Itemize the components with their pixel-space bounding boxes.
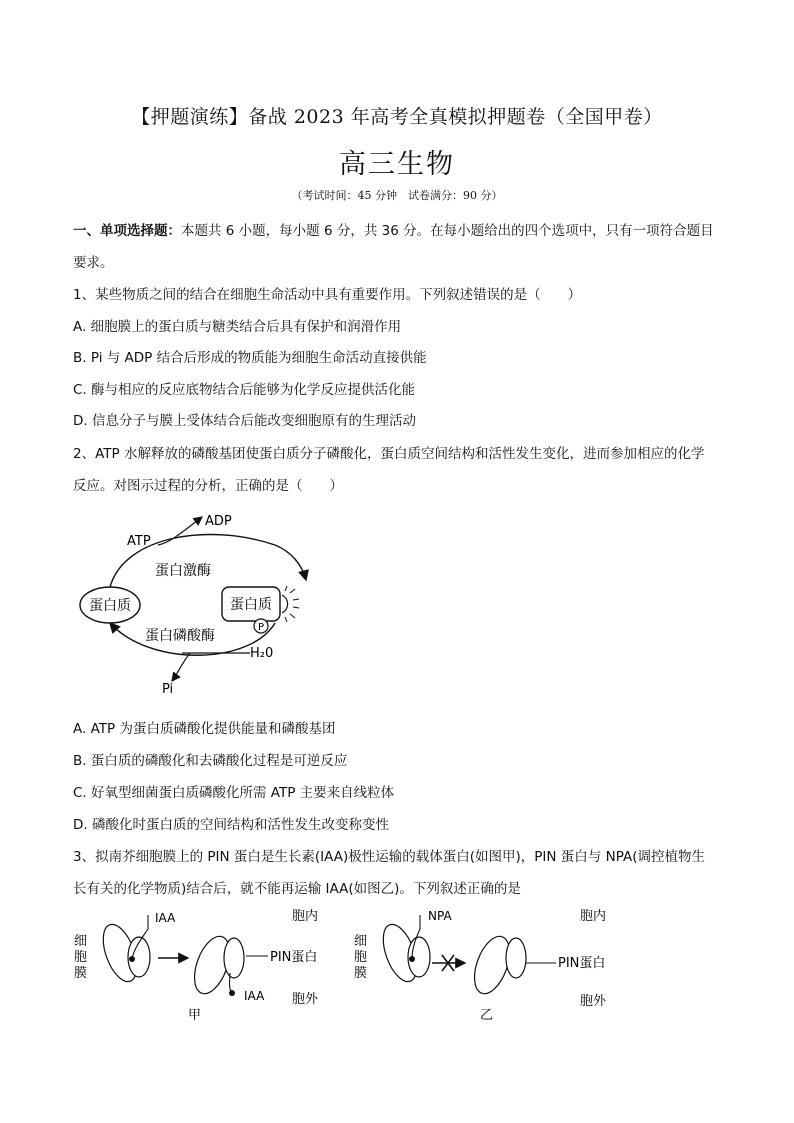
h2o-label: H₂0 xyxy=(250,646,274,661)
q3-figure-jia xyxy=(70,903,340,1025)
q2-option-c: C. 好氧型细菌蛋白质磷酸化所需 ATP 主要来自线粒体 xyxy=(73,785,395,801)
q1-option-c: C. 酶与相应的反应底物结合后能够为化学反应提供活化能 xyxy=(73,382,416,398)
exam-info: （考试时间：45 分钟 试卷满分：90 分） xyxy=(291,189,503,202)
section-heading-bold: 一、单项选择题： xyxy=(73,223,181,239)
membrane-label-yi-2: 胞 xyxy=(354,950,368,965)
outside-label-jia: 胞外 xyxy=(292,992,319,1007)
membrane-label-3: 膜 xyxy=(74,966,88,981)
npa-dot xyxy=(409,956,415,962)
pin-shape-4 xyxy=(224,938,244,978)
iaa-top-label: IAA xyxy=(155,911,176,925)
pin-label-yi: PIN蛋白 xyxy=(558,956,606,971)
section-heading xyxy=(73,219,733,239)
q2-figure xyxy=(70,505,330,700)
adp-label: ADP xyxy=(205,514,232,529)
outside-label-yi: 胞外 xyxy=(580,994,607,1009)
q2-option-d: D. 磷酸化时蛋白质的空间结构和活性发生改变称变性 xyxy=(73,817,389,833)
kinase-label: 蛋白激酶 xyxy=(155,563,211,579)
membrane-label-1: 细 xyxy=(74,934,88,949)
inside-label-yi: 胞内 xyxy=(580,909,607,924)
q2-stem-line1: 2、ATP 水解释放的磷酸基团使蛋白质分子磷酸化，蛋白质空间结构和活性发生变化，进而参加相应的化学 xyxy=(73,446,705,462)
protein-right-label: 蛋白质 xyxy=(230,597,272,613)
section-heading-text: 本题共 6 小题，每小题 6 分，共 36 分。在每小题给出的四个选项中，只有一项符合题目 xyxy=(181,223,714,239)
yi-label: 乙 xyxy=(480,1008,494,1023)
protein-left-label: 蛋白质 xyxy=(89,598,131,614)
pin-label-jia: PIN蛋白 xyxy=(270,950,318,965)
atp-label: ATP xyxy=(127,534,151,549)
q1-stem: 1、某些物质之间的结合在细胞生命活动中具有重要作用。下列叙述错误的是（ ） xyxy=(73,287,582,303)
phosphatase-label: 蛋白磷酸酶 xyxy=(145,628,215,644)
iaa-bottom-label: IAA xyxy=(244,989,265,1003)
q2-option-b: B. 蛋白质的磷酸化和去磷酸化过程是可逆反应 xyxy=(73,753,348,769)
q3-stem-line2: 长有关的化学物质)结合后，就不能再运输 IAA(如图乙)。下列叙述正确的是 xyxy=(73,881,521,897)
iaa-dot-2 xyxy=(229,990,235,996)
q1-option-b: B. Pi 与 ADP 结合后形成的物质能为细胞生命活动直接供能 xyxy=(73,350,427,366)
pin-shape-yi-4 xyxy=(506,938,526,978)
section-heading-cont: 要求。 xyxy=(73,255,114,271)
membrane-label-yi-3: 膜 xyxy=(354,966,368,981)
activity-rays-icon xyxy=(282,595,288,613)
q3-stem-line1: 3、拟南芥细胞膜上的 PIN 蛋白是生长素(IAA)极性运输的载体蛋白(如图甲)，PIN 蛋白与 NPA(调控植物生 xyxy=(73,849,705,865)
npa-label: NPA xyxy=(428,909,452,923)
q1-option-d: D. 信息分子与膜上受体结合后能改变细胞原有的生理活动 xyxy=(73,413,416,429)
q3-figure-yi xyxy=(350,903,620,1025)
membrane-label-2: 胞 xyxy=(74,950,88,965)
pi-arrow xyxy=(172,653,190,681)
membrane-label-yi-1: 细 xyxy=(354,934,368,949)
jia-label: 甲 xyxy=(188,1008,202,1023)
subject-title: 高三生物 xyxy=(339,149,455,180)
q2-option-a: A. ATP 为蛋白质磷酸化提供能量和磷酸基团 xyxy=(73,721,336,737)
pi-label: Pi xyxy=(162,682,174,697)
q1-option-a: A. 细胞膜上的蛋白质与糖类结合后具有保护和润滑作用 xyxy=(73,319,402,335)
exam-title: 【押题演练】备战 2023 年高考全真模拟押题卷（全国甲卷） xyxy=(131,106,663,128)
q2-stem-line2: 反应。对图示过程的分析，正确的是（ ） xyxy=(73,478,343,494)
iaa-dot-1 xyxy=(129,956,135,962)
phosphate-label: P xyxy=(257,622,265,633)
inside-label-jia: 胞内 xyxy=(292,909,319,924)
